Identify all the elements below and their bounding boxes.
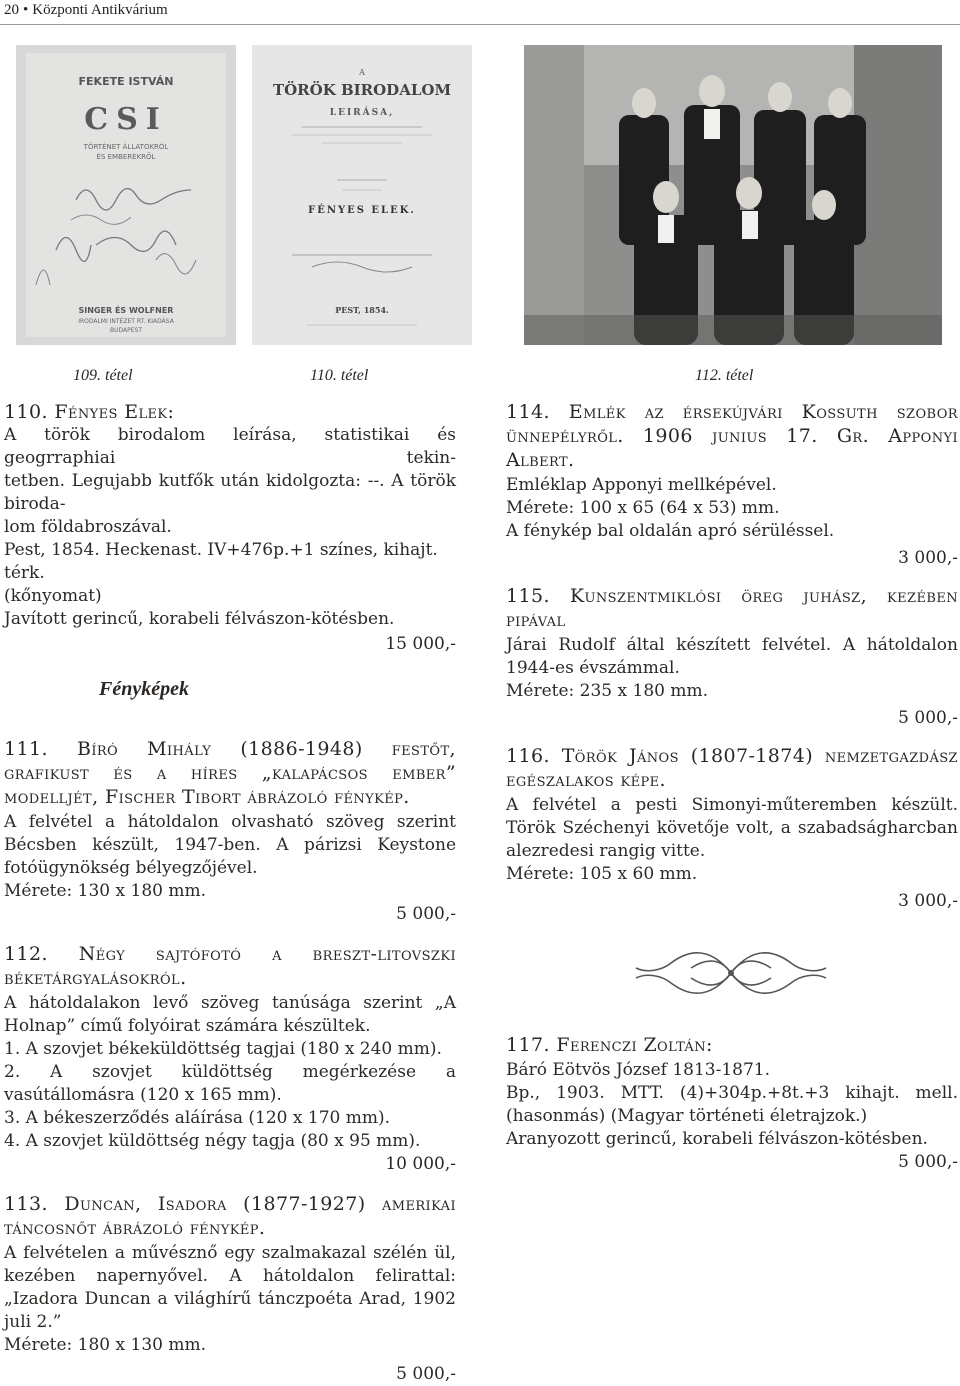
running-header	[4, 0, 168, 20]
entry-117-line: Bp., 1903. MTT. (4)+304p.+8t.+3 kihajt. mell. (hasonmás) (Magyar történeti életrajzok.)	[506, 1083, 958, 1126]
book1-subtitle2: ÉS EMBEREKRŐL	[96, 153, 156, 161]
entry-112-heading: Négy sajtófotó a breszt-litovszki béketárgyalásokról.	[4, 943, 456, 989]
book1-subtitle1: TÖRTÉNET ÁLLATOKRÓL	[83, 143, 169, 151]
entry-115-heading: Kunszentmiklósi öreg juhász, kezében pipával	[506, 585, 958, 631]
entry-112-title	[4, 942, 456, 990]
caption-109: 109. tétel	[73, 367, 133, 384]
book-titlepage-1	[16, 45, 236, 345]
entry-111-price: 5 000,-	[396, 904, 456, 924]
entry-114-heading: Emlék az érsekújvári Kossuth szobor ünnepélyről. 1906 junius 17. Gr. Apponyi Albert.	[506, 401, 958, 471]
entry-110-body	[4, 424, 456, 631]
entry-110-heading: Fényes Elek:	[54, 401, 175, 423]
entry-112-line: 2. A szovjet küldöttség megérkezése a vasútállomásra (120 x 165 mm).	[4, 1062, 456, 1105]
entry-112-number: 112.	[4, 943, 48, 965]
left-column	[4, 400, 456, 1386]
entry-115	[506, 584, 958, 730]
entry-110-line: lom földabroszával.	[4, 517, 172, 537]
entry-115-line: Mérete: 235 x 180 mm.	[506, 681, 709, 701]
entry-111	[4, 737, 456, 926]
entry-112-line: 3. A békeszerződés aláírása (120 x 170 mm).	[4, 1108, 391, 1128]
ornament-spacer	[506, 913, 958, 1033]
entry-114-number: 114.	[506, 401, 550, 423]
header-rule	[0, 24, 960, 25]
entry-111-body	[4, 811, 456, 903]
entry-110-title	[4, 400, 456, 424]
entry-116-line: Mérete: 105 x 60 mm.	[506, 864, 698, 884]
entry-112	[4, 942, 456, 1176]
entry-115-title	[506, 584, 958, 632]
caption-110: 110. tétel	[310, 367, 369, 384]
entry-110-line: tetben. Legujabb kutfők után kidolgozta: --. A török biroda-	[4, 471, 456, 514]
entry-111-number: 111.	[4, 738, 48, 760]
entry-114-line: A fénykép bal oldalán apró sérüléssel.	[506, 521, 835, 541]
entry-117-line: Aranyozott gerincű, korabeli félvászon-kötésben.	[506, 1129, 928, 1149]
book1-author: FEKETE ISTVÁN	[78, 75, 174, 88]
decorative-ornament-icon	[631, 943, 831, 1003]
entry-110-line: Pest, 1854. Heckenast. IV+476p.+1 színes, kihajt. térk.	[4, 540, 438, 583]
entry-115-line: Járai Rudolf által készített felvétel. A hátoldalon 1944-es évszámmal.	[506, 635, 958, 678]
entry-114-line: Emléklap Apponyi mellképével.	[506, 475, 777, 495]
entry-117	[506, 1033, 958, 1174]
book-titlepage-2	[252, 45, 472, 345]
book2-title: TÖRÖK BIRODALOM	[272, 81, 452, 99]
entry-113-body	[4, 1242, 456, 1357]
caption-112: 112. tétel	[695, 367, 754, 384]
entry-116-price: 3 000,-	[898, 891, 958, 911]
entry-112-line: 4. A szovjet küldöttség négy tagja (80 x 95 mm).	[4, 1131, 421, 1151]
entry-112-body	[4, 992, 456, 1153]
entry-113-heading: Duncan, Isadora (1877-1927) amerikai táncosnőt ábrázoló fénykép.	[4, 1193, 456, 1239]
entry-110-number: 110.	[4, 401, 48, 423]
entry-111-title	[4, 737, 456, 809]
entry-116-line: A felvétel a pesti Simonyi-műteremben készült. Török Széchenyi követője volt, a szabadságharcban alezredesi rangig vitte.	[506, 795, 958, 861]
catalog-title: Központi Antikvárium	[32, 2, 168, 18]
entry-112-price: 10 000,-	[385, 1154, 456, 1174]
entry-116	[506, 744, 958, 913]
book1-title: CSI	[84, 102, 168, 137]
entry-114-price: 3 000,-	[898, 548, 958, 568]
entry-114-title	[506, 400, 958, 472]
entry-110-line: Javított gerincű, korabeli félvászon-kötésben.	[4, 609, 395, 629]
entry-117-price: 5 000,-	[898, 1152, 958, 1172]
entry-110-line: (kőnyomat)	[4, 586, 102, 606]
entry-114-body	[506, 474, 958, 543]
separator-dot: •	[23, 2, 29, 18]
entry-115-price: 5 000,-	[898, 708, 958, 728]
entry-110-line: A török birodalom leírása, statistikai és geogrraphiai tekin-	[4, 425, 456, 468]
group-photo-illustration	[524, 45, 942, 345]
book2-author: FÉNYES ELEK.	[308, 205, 416, 216]
photo-112-group-portrait	[524, 45, 942, 345]
entry-110	[4, 400, 456, 656]
book2-city: PEST, 1854.	[335, 305, 389, 315]
entry-113-line: A felvételen a művésznő egy szalmakazal szélén ül, kezében napernyővel. A hátoldalon felirattal: „Izadora Duncan a világhírű tánczpoéta Arad, 1902 juli 2.”	[4, 1243, 456, 1332]
entry-116-title	[506, 744, 958, 792]
entry-113	[4, 1192, 456, 1386]
entry-117-body	[506, 1059, 958, 1151]
entry-117-line: Báró Eötvös József 1813-1871.	[506, 1060, 770, 1080]
book2-pre: A	[359, 68, 365, 77]
book2-sub: LEIRÁSA,	[329, 108, 395, 118]
entry-116-body	[506, 794, 958, 886]
entry-113-line: Mérete: 180 x 130 mm.	[4, 1335, 207, 1355]
entry-115-body	[506, 634, 958, 703]
entry-115-number: 115.	[506, 585, 550, 607]
entry-112-line: 1. A szovjet békeküldöttség tagjai (180 x 240 mm).	[4, 1039, 442, 1059]
entry-116-number: 116.	[506, 745, 550, 767]
entry-111-line: A felvétel a hátoldalon olvasható szöveg szerint Bécsben készült, 1947-ben. A párizsi Keystone fotóügynökség bélyegzőjével.	[4, 812, 456, 878]
book1-publisher2: IRODALMI INTÉZET RT. KIADÁSA	[78, 318, 174, 325]
entry-113-title	[4, 1192, 456, 1240]
entry-113-price: 5 000,-	[396, 1364, 456, 1384]
book1-publisher1: SINGER ÉS WOLFNER	[78, 306, 174, 315]
right-column	[506, 400, 958, 1174]
section-heading-photographs: Fényképek	[99, 678, 189, 700]
entry-117-title	[506, 1033, 958, 1057]
book1-publisher3: BUDAPEST	[109, 327, 143, 334]
entry-114-line: Mérete: 100 x 65 (64 x 53) mm.	[506, 498, 780, 518]
entry-112-line: A hátoldalakon levő szöveg tanúsága szerint „A Holnap” című folyóirat számára készültek.	[4, 993, 456, 1036]
entry-111-heading: Bíró Mihály (1886-1948) festőt, grafikust és a híres „kalapácsos ember” modelljét, Fischer Tibort ábrázoló fénykép.	[4, 738, 456, 808]
photo-110-book-titlepage	[252, 45, 472, 345]
entry-114	[506, 400, 958, 570]
photo-109-book-cover	[16, 45, 236, 345]
entry-117-heading: Ferenczi Zoltán:	[556, 1034, 713, 1056]
entry-110-price: 15 000,-	[385, 634, 456, 654]
entry-113-number: 113.	[4, 1193, 48, 1215]
entry-111-line: Mérete: 130 x 180 mm.	[4, 881, 207, 901]
entry-116-heading: Török János (1807-1874) nemzetgazdász egészalakos képe.	[506, 745, 958, 791]
page-number: 20	[4, 2, 19, 18]
entry-117-number: 117.	[506, 1034, 550, 1056]
